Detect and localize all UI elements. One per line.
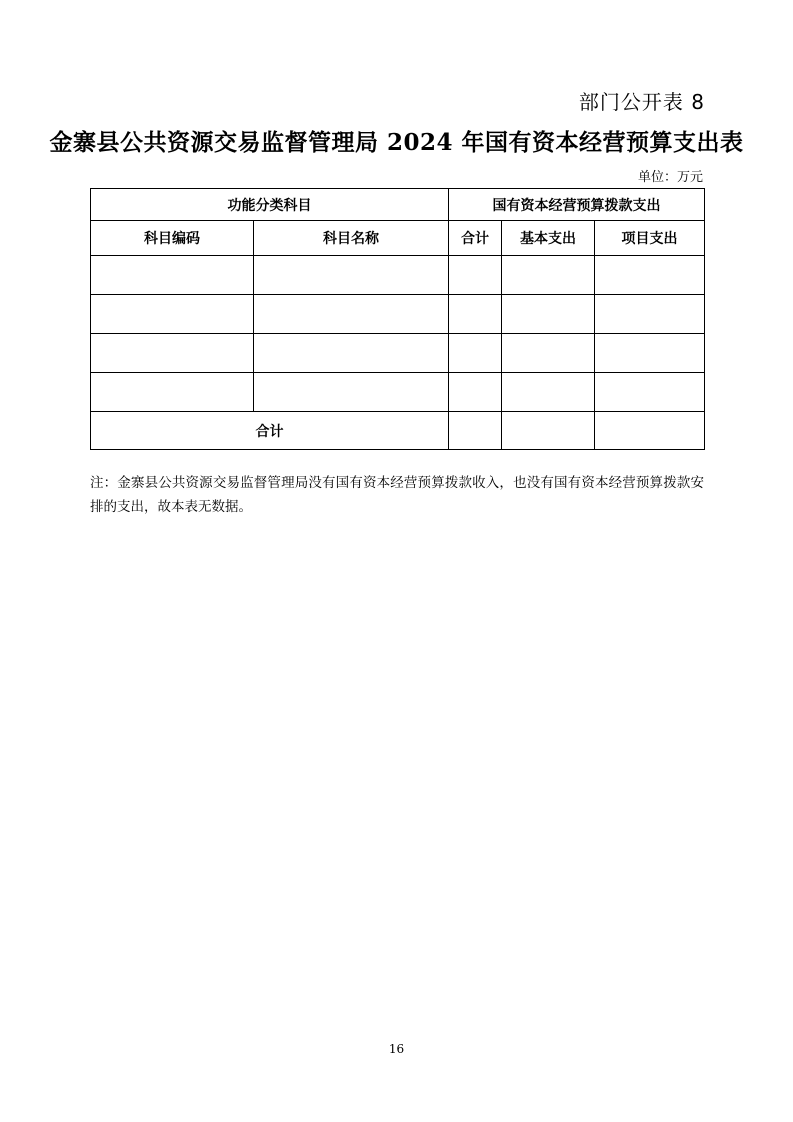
- table-cell: [449, 256, 502, 295]
- table-row: [91, 295, 705, 334]
- table-row: [91, 334, 705, 373]
- table-cell: [595, 256, 705, 295]
- table-cell: [595, 295, 705, 334]
- table-cell: [595, 334, 705, 373]
- table-cell: [91, 334, 254, 373]
- column-header-basic-expenditure: 基本支出: [502, 221, 595, 256]
- total-cell: [449, 412, 502, 450]
- table-cell: [502, 256, 595, 295]
- expenditure-table: [90, 188, 705, 450]
- total-label: 合计: [91, 412, 449, 450]
- page-number: 16: [388, 1042, 405, 1056]
- table-cell: [449, 295, 502, 334]
- table-cell: [449, 373, 502, 412]
- column-header-row: [91, 221, 705, 256]
- table-cell: [502, 295, 595, 334]
- table-cell: [91, 373, 254, 412]
- group-header-row: [91, 189, 705, 221]
- page-title: 金寨县公共资源交易监督管理局 2024 年国有资本经营预算支出表: [49, 129, 744, 156]
- form-number: 部门公开表 8: [578, 90, 705, 114]
- column-header-subject-code: 科目编码: [91, 221, 254, 256]
- table-cell: [254, 334, 449, 373]
- column-header-project-expenditure: 项目支出: [595, 221, 705, 256]
- table-cell: [595, 373, 705, 412]
- total-cell: [502, 412, 595, 450]
- group-header-functional-classification: 功能分类科目: [91, 189, 449, 221]
- table-cell: [254, 295, 449, 334]
- table-cell: [91, 256, 254, 295]
- table-row: [91, 373, 705, 412]
- total-cell: [595, 412, 705, 450]
- table-cell: [254, 373, 449, 412]
- column-header-total: 合计: [449, 221, 502, 256]
- table-cell: [254, 256, 449, 295]
- footnote: 注：金寨县公共资源交易监督管理局没有国有资本经营预算拨款收入，也没有国有资本经营预算拨款安排的支出，故本表无数据。: [90, 475, 704, 515]
- table-cell: [449, 334, 502, 373]
- table-cell: [502, 334, 595, 373]
- column-header-subject-name: 科目名称: [254, 221, 449, 256]
- unit-label: 单位：万元: [637, 170, 703, 185]
- total-row: [91, 412, 705, 450]
- group-header-state-capital-expenditure: 国有资本经营预算拨款支出: [449, 189, 705, 221]
- table-cell: [502, 373, 595, 412]
- table-row: [91, 256, 705, 295]
- table-cell: [91, 295, 254, 334]
